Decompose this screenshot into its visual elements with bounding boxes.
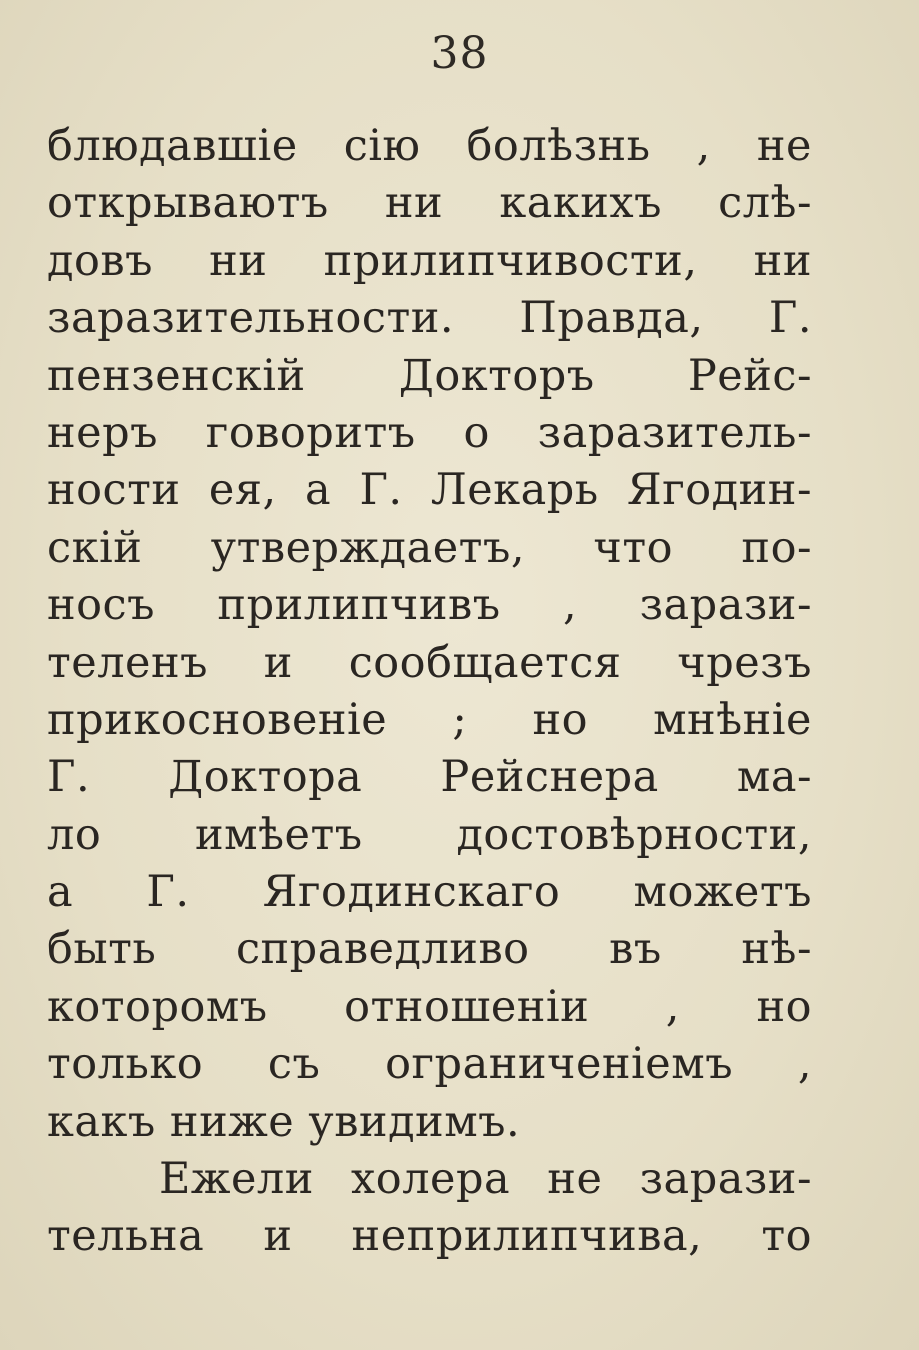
text-line: только съ ограниченіемъ , [47,1039,812,1090]
text-line: заразительности. Правда, Г. [47,293,812,344]
text-line: тельна и неприлипчива, то [47,1211,812,1262]
text-line: ло имѣетъ достовѣрности, [47,809,812,860]
text-line: носъ прилипчивъ , зарази- [47,580,812,631]
text-line: ности ея, а Г. Лекарь Ягодин- [47,465,812,516]
text-line: довъ ни прилипчивости, ни [47,235,812,286]
text-line: прикосновеніе ; но мнѣніе [47,694,812,745]
text-line: пензенскій Докторъ Рейс- [47,350,812,401]
text-line: которомъ отношеніи , но [47,981,812,1032]
text-line: теленъ и сообщается чрезъ [47,637,812,688]
text-line: Г. Доктора Рейснера ма- [47,752,812,803]
text-line: блюдавшіе сію болѣзнь , не [47,121,812,171]
paragraph-end-line: какъ ниже увидимъ. [47,1096,521,1147]
text-line: неръ говоритъ о заразитель- [47,407,812,458]
text-line: открываютъ ни какихъ слѣ- [47,178,812,229]
text-line: скій утверждаетъ, что по- [47,522,812,573]
body-text [47,118,812,1266]
paragraph-start-line: Ежели холера не зарази- [159,1154,812,1205]
text-line: а Г. Ягодинскаго можетъ [47,867,812,918]
page-number: 38 [430,28,489,79]
text-line: быть справедливо въ нѣ- [47,924,812,975]
